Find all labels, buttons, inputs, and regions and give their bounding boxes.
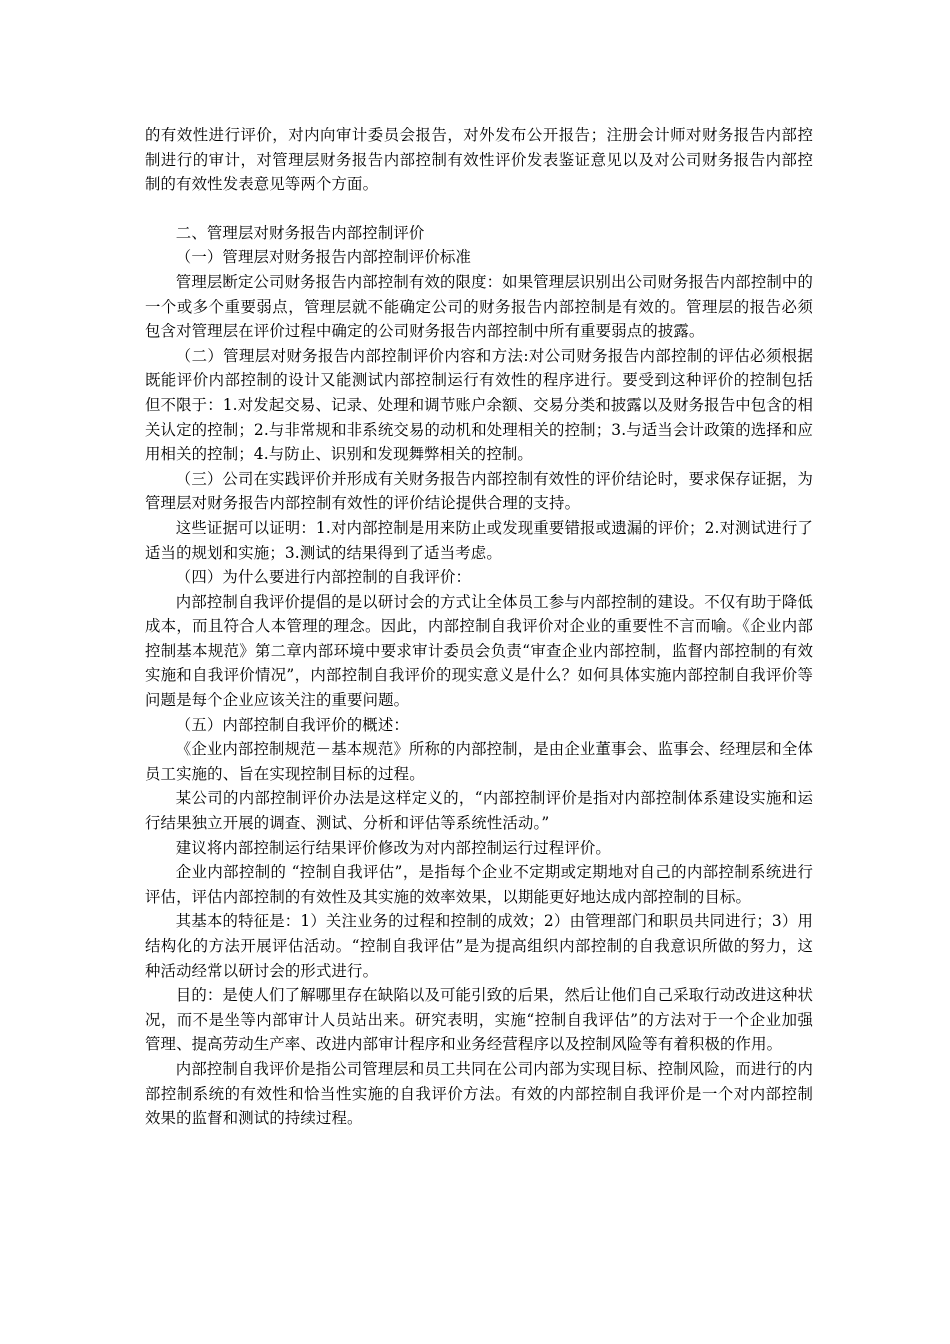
subsection-heading-5: （五）内部控制自我评价的概述： (175, 715, 409, 734)
paragraph-company-definition: 某公司的内部控制评价办法是这样定义的，“内部控制评价是指对内部控制体系建设实施和运行结果独立开展的调查、测试、分析和评估等系统性活动。” (145, 789, 813, 833)
document-page (145, 123, 813, 1131)
section-gap (145, 197, 813, 221)
paragraph-evaluation-content: （二）管理层对财务报告内部控制评价内容和方法:对公司财务报告内部控制的评估必须根据既能评价内部控制的设计又能测试内部控制运行有效性的程序进行。要受到这种评价的控制包括但不限于：1.对发起交易、记录、处理和调节账户余额、交易分类和披露以及财务报告中包含的相关认定的控制；2.与非常规和非系统交易的动机和处理相关的控制；3.与适当会计政策的选择和应用相关的控制；4.与防止、识别和发现舞弊相关的控制。 (145, 346, 813, 464)
paragraph-evidence-proof: 这些证据可以证明：1.对内部控制是用来防止或发现重要错报或遗漏的评价；2.对测试进行了适当的规划和实施；3.测试的结果得到了适当考虑。 (145, 518, 813, 562)
paragraph-suggestion: 建议将内部控制运行结果评价修改为对内部控制运行过程评价。 (175, 838, 611, 857)
section-heading: 二、管理层对财务报告内部控制评价 (175, 223, 425, 242)
paragraph-self-evaluation-definition: 内部控制自我评价是指公司管理层和员工共同在公司内部为实现目标、控制风险，而进行的内部控制系统的有效性和恰当性实施的自我评价方法。有效的内部控制自我评价是一个对内部控制效果的监督和测试的持续过程。 (145, 1059, 813, 1128)
paragraph-control-self-assessment: 企业内部控制的 “控制自我评估”，是指每个企业不定期或定期地对自己的内部控制系统进行评估，评估内部控制的有效性及其实施的效率效果，以期能更好地达成内部控制的目标。 (145, 863, 813, 906)
subsection-heading-4: （四）为什么要进行内部控制的自我评价： (175, 568, 472, 587)
paragraph-purpose: 目的：是使人们了解哪里存在缺陷以及可能引致的后果，然后让他们自己采取行动改进这种状况，而不是坐等内部审计人员站出来。研究表明，实施“控制自我评估”的方法对于一个企业加强管理、提高劳动生产率、改进内部审计程序和业务经营程序以及控制风险等有着积极的作用。 (145, 986, 813, 1054)
paragraph-intro-continuation: 的有效性进行评价，对内向审计委员会报告，对外发布公开报告；注册会计师对财务报告内部控制进行的审计，对管理层财务报告内部控制有效性评价发表鉴证意见以及对公司财务报告内部控制的有效性发表意见等两个方面。 (145, 126, 813, 194)
paragraph-evaluation-standard: 管理层断定公司财务报告内部控制有效的限度：如果管理层识别出公司财务报告内部控制中的一个或多个重要弱点，管理层就不能确定公司的财务报告内部控制是有效的。管理层的报告必须包含对管理层在评价过程中确定的公司财务报告内部控制中所有重要弱点的披露。 (145, 272, 813, 341)
paragraph-basic-norm: 《企业内部控制规范－基本规范》所称的内部控制，是由企业董事会、监事会、经理层和全体员工实施的、旨在实现控制目标的过程。 (145, 740, 813, 783)
subsection-heading-1: （一）管理层对财务报告内部控制评价标准 (175, 248, 472, 267)
paragraph-evidence-retention: （三）公司在实践评价并形成有关财务报告内部控制有效性的评价结论时，要求保存证据，为管理层对财务报告内部控制有效性的评价结论提供合理的支持。 (145, 469, 813, 513)
paragraph-self-evaluation-reason: 内部控制自我评价提倡的是以研讨会的方式让全体员工参与内部控制的建设。不仅有助于降低成本，而且符合人本管理的理念。因此，内部控制自我评价对企业的重要性不言而喻。《企业内部控制基本规范》第二章内部环境中要求审计委员会负责“审查企业内部控制，监督内部控制的有效实施和自我评价情况”，内部控制自我评价的现实意义是什么？如何具体实施内部控制自我评价等问题是每个企业应该关注的重要问题。 (145, 592, 813, 710)
paragraph-basic-features: 其基本的特征是：1）关注业务的过程和控制的成效；2）由管理部门和职员共同进行；3）用结构化的方法开展评估活动。“控制自我评估”是为提高组织内部控制的自我意识所做的努力，这种活动经常以研讨会的形式进行。 (145, 912, 813, 980)
